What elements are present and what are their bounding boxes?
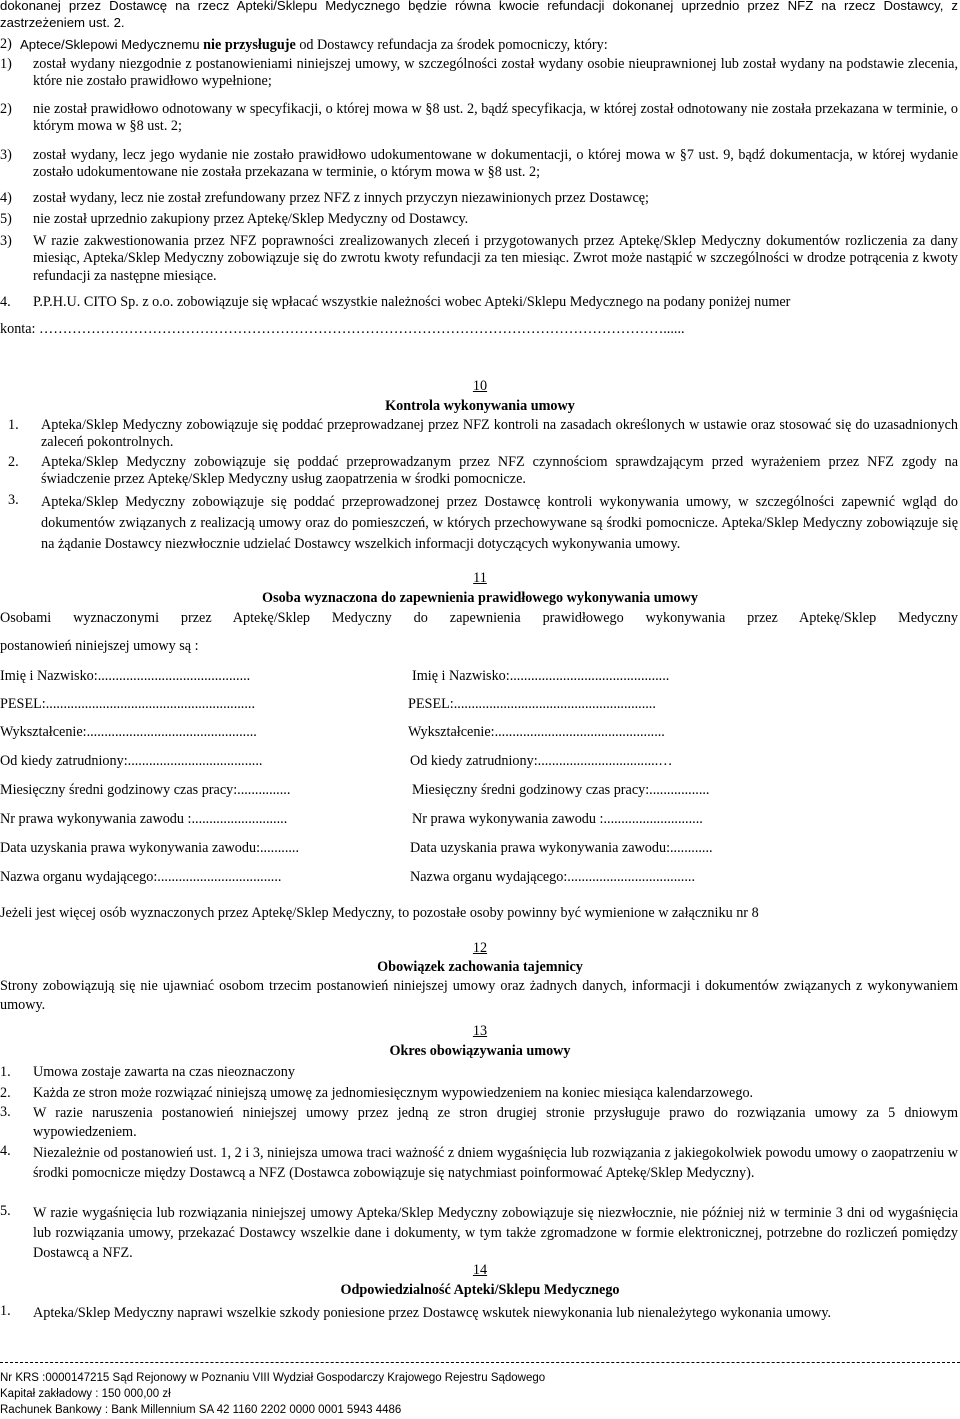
continuation-paragraph: dokonanej przez Dostawcę na rzecz Apteki/Sklepu Medycznego będzie równa kwocie refundacji dokonanej uprzednio przez NFZ na rzecz Dostawcy, z zastrzeżeniem ust. 2.: [0, 0, 958, 30]
sub-item-1: [0, 56, 958, 91]
section-13-item-2-number: 2.: [0, 1085, 11, 1101]
paragraph-3-number: 3): [0, 233, 12, 249]
footer-capital: Kapitał zakładowy : 150 000,00 zł: [0, 1388, 171, 1400]
section-12-title: Obowiązek zachowania tajemnicy: [377, 959, 583, 975]
footer-divider: [0, 1362, 960, 1363]
footer-krs: Nr KRS :0000147215 Sąd Rejonowy w Poznaniu VIII Wydział Gospodarczy Krajowego Rejestru Sądowego: [0, 1372, 546, 1384]
section-13-item-5-text: W razie wygaśnięcia lub rozwiązania niniejszej umowy Apteka/Sklep Medyczny zobowiązuje się niezwłocznie, nie później niż w terminie 3 dni od wygaśnięcia lub rozwiązania umowy, przekazać Dostawcy wszelkie dane i dokumenty, w tym także zgromadzone w formie elektronicznej, potrzebne do rozliczeń pomiędzy Dostawcą a NFZ.: [33, 1205, 958, 1261]
sub-item-1-number: 1): [0, 56, 12, 72]
section-13-item-3-number: 3.: [0, 1104, 11, 1120]
section-11-title: Osoba wyznaczona do zapewnienia prawidłowego wykonywania umowy: [262, 590, 698, 606]
right-issuing-authority-field: Nazwa organu wydającego:....................................: [410, 869, 695, 885]
section-10-item-1-text: Apteka/Sklep Medyczny zobowiązuje się poddać przeprowadzanej przez NFZ kontroli na zasadach określonych w ustawie oraz stosować się do uzasadnionych zaleceń pokontrolnych.: [41, 417, 958, 451]
section-12-number: 12: [472, 940, 488, 956]
paragraph-2-number: 2): [0, 36, 12, 52]
section-10-number: 10: [472, 378, 488, 394]
right-pesel-field: PESEL:.........................................................: [408, 696, 656, 712]
section-14-number: 14: [472, 1262, 488, 1278]
section-13-number: 13: [472, 1023, 488, 1039]
section-13-item-4-number: 4.: [0, 1143, 11, 1159]
footer-bank-account: Rachunek Bankowy : Bank Millennium SA 42 1160 2202 0000 0001 5943 4486: [0, 1404, 402, 1416]
sub-item-5-text: nie został uprzednio zakupiony przez Aptekę/Sklep Medyczny od Dostawcy.: [33, 211, 469, 227]
right-license-date-field: Data uzyskania prawa wykonywania zawodu:............: [410, 840, 713, 856]
section-13-item-2: [0, 1085, 958, 1102]
section-10-item-2-number: 2.: [8, 454, 19, 470]
section-14-item-1-text: Apteka/Sklep Medyczny naprawi wszelkie szkody poniesione przez Dostawcę wskutek niewykonania lub nienależytego wykonania umowy.: [33, 1305, 832, 1321]
section-13-item-1-text: Umowa zostaje zawarta na czas nieoznaczony: [33, 1064, 295, 1080]
section-10-item-1: [0, 417, 958, 452]
sub-item-4-number: 4): [0, 190, 12, 206]
section-10-title: Kontrola wykonywania umowy: [385, 398, 575, 414]
paragraph-4-number: 4.: [0, 294, 11, 310]
section-11-intro: Osobami wyznaczonymi przez Aptekę/Sklep Medyczny do zapewnienia prawidłowego wykonywania przez Aptekę/Sklep Medyczny: [0, 610, 958, 626]
sub-item-5-number: 5): [0, 211, 12, 227]
left-education-field: Wykształcenie:................................................: [0, 724, 257, 740]
sub-item-2: [0, 101, 958, 136]
section-14-title: Odpowiedzialność Apteki/Sklepu Medycznego: [340, 1282, 620, 1298]
paragraph-4: [0, 294, 958, 311]
section-13-item-5-number: 5.: [0, 1203, 11, 1219]
left-license-number-field: Nr prawa wykonywania zawodu :...........................: [0, 811, 288, 827]
paragraph-4-text: P.P.H.U. CITO Sp. z o.o. zobowiązuje się wpłacać wszystkie należności wobec Apteki/Sklepu Medycznego na podany poniżej numer: [33, 294, 791, 310]
right-working-hours-field: Miesięczny średni godzinowy czas pracy:.................: [412, 782, 710, 798]
sub-item-3-number: 3): [0, 147, 12, 163]
section-13-item-1-number: 1.: [0, 1064, 11, 1080]
sub-item-3-text: został wydany, lecz jego wydanie nie zostało prawidłowo udokumentowane w dokumentacji, o której mowa w §7 ust. 9, bądź dokumentacja, w której wydanie zostało udokumentowane nie została przekazana w terminie, o którym mowa w §8 ust. 2;: [33, 147, 958, 181]
sub-item-3: [0, 147, 958, 182]
section-13-item-1: [0, 1064, 958, 1081]
left-issuing-authority-field: Nazwa organu wydającego:...................................: [0, 869, 282, 885]
right-employed-since-field: Od kiedy zatrudniony:..................................…: [410, 753, 673, 769]
section-13-item-4: [0, 1143, 958, 1183]
paragraph-2-emphasis: nie przysługuje: [203, 37, 296, 53]
section-13-item-3-text: W razie naruszenia postanowień niniejszej umowy przez jedną ze stron drugiej stronie przysługuje prawo do rozwiązania umowy za 5 dniowym wypowiedzeniem.: [33, 1105, 958, 1140]
paragraph-2: [0, 36, 958, 54]
right-license-number-field: Nr prawa wykonywania zawodu :............................: [412, 811, 703, 827]
section-12-text: Strony zobowiązują się nie ujawniać osobom trzecim postanowień niniejszej umowy oraz żadnych danych, informacji i dokumentów związanych z wykonywaniem umowy.: [0, 978, 958, 1013]
right-education-field: Wykształcenie:................................................: [408, 724, 665, 740]
right-name-field: Imię i Nazwisko:.............................................: [412, 668, 670, 684]
section-13-item-2-text: Każda ze stron może rozwiązać niniejszą umowę za jednomiesięcznym wypowiedzeniem na koniec miesiąca kalendarzowego.: [33, 1085, 754, 1101]
section-14-item-1-number: 1.: [0, 1303, 11, 1319]
section-10-item-3-number: 3.: [8, 492, 19, 508]
left-name-field: Imię i Nazwisko:...........................................: [0, 668, 251, 684]
section-10-item-1-number: 1.: [8, 417, 19, 433]
sub-item-4: [0, 190, 958, 207]
section-13-item-3: [0, 1104, 958, 1142]
paragraph-3-text: W razie zakwestionowania przez NFZ poprawności zrealizowanych zleceń i przygotowanych przez Aptekę/Sklep Medyczny dokumentów rozliczenia za dany miesiąc, Apteka/Sklep Medyczny zobowiązuje się do zwrotu kwoty refundacji za ten miesiąc. Zwrot może nastąpić w szczególności w drodze potrącenia z kwoty refundacji za następne miesiące.: [33, 233, 958, 284]
left-pesel-field: PESEL:...........................................................: [0, 696, 255, 712]
paragraph-2-subject: Aptece/Sklepowi Medycznemu: [20, 37, 200, 52]
left-license-date-field: Data uzyskania prawa wykonywania zawodu:...........: [0, 840, 300, 856]
section-13-item-5: [0, 1203, 958, 1263]
sub-item-1-text: został wydany niezgodnie z postanowieniami niniejszej umowy, w szczególności został wydany osobie nieuprawnionej lub został wydany na podstawie zlecenia, które nie zostało prawidłowo wypełnione;: [33, 56, 958, 90]
section-11-number: 11: [473, 570, 487, 586]
section-11-note: Jeżeli jest więcej osób wyznaczonych przez Aptekę/Sklep Medyczny, to pozostałe osoby powinny być wymienione w załączniku nr 8: [0, 905, 759, 921]
sub-item-2-text: nie został prawidłowo odnotowany w specyfikacji, o której mowa w §8 ust. 2, bądź specyfikacja, w której został odnotowany nie została przekazana w terminie, o którym mowa w §8 ust. 2;: [33, 101, 958, 135]
left-working-hours-field: Miesięczny średni godzinowy czas pracy:...............: [0, 782, 291, 798]
paragraph-2-text: od Dostawcy refundacja za środek pomocniczy, który:: [299, 37, 608, 53]
sub-item-4-text: został wydany, lecz nie został zrefundowany przez NFZ z innych przyczyn niezawinionych przez Dostawcę;: [33, 190, 649, 206]
section-10-item-2: [0, 454, 958, 489]
section-13-title: Okres obowiązywania umowy: [389, 1043, 571, 1059]
bank-account-line: konta: ……………………………………………………………………………………………………………………......: [0, 321, 685, 337]
section-13-item-4-text: Niezależnie od postanowień ust. 1, 2 i 3, niniejsza umowa traci ważność z dniem wygaśnięcia lub rozwiązania z jakiegokolwiek powodu umowy o zaopatrzeniu w środki pomocnicze między Dostawcą a NFZ (Dostawca zobowiązuje się natychmiast poinformować Aptekę/Sklep Medyczny).: [33, 1145, 958, 1181]
sub-item-2-number: 2): [0, 101, 12, 117]
section-10-item-2-text: Apteka/Sklep Medyczny zobowiązuje się poddać przeprowadzanym przez NFZ czynnościom sprawdzającym przed wyrażeniem przez NFZ zgody na świadczenie przez Aptekę/Sklep Medyczny usług zaopatrzenia w środki pomocnicze.: [41, 454, 958, 488]
section-11-intro-cont: postanowień niniejszej umowy są :: [0, 638, 199, 654]
left-employed-since-field: Od kiedy zatrudniony:......................................: [0, 753, 263, 769]
sub-item-5: [0, 211, 958, 228]
section-10-item-3-text: Apteka/Sklep Medyczny zobowiązuje się poddać przeprowadzonej przez Dostawcę kontroli wykonywania umowy, w szczególności zapewnić wgląd do dokumentów związanych z realizacją umowy oraz do pomieszczeń, w których przechowywane są środki pomocnicze. Apteka/Sklep Medyczny zobowiązuje się na żądanie Dostawcy niezwłocznie udzielać Dostawcy wszelkich informacji dotyczących wykonywania umowy.: [41, 494, 958, 552]
section-14-item-1: [0, 1303, 958, 1323]
section-10-item-3: [0, 492, 958, 555]
paragraph-3: [0, 233, 958, 285]
